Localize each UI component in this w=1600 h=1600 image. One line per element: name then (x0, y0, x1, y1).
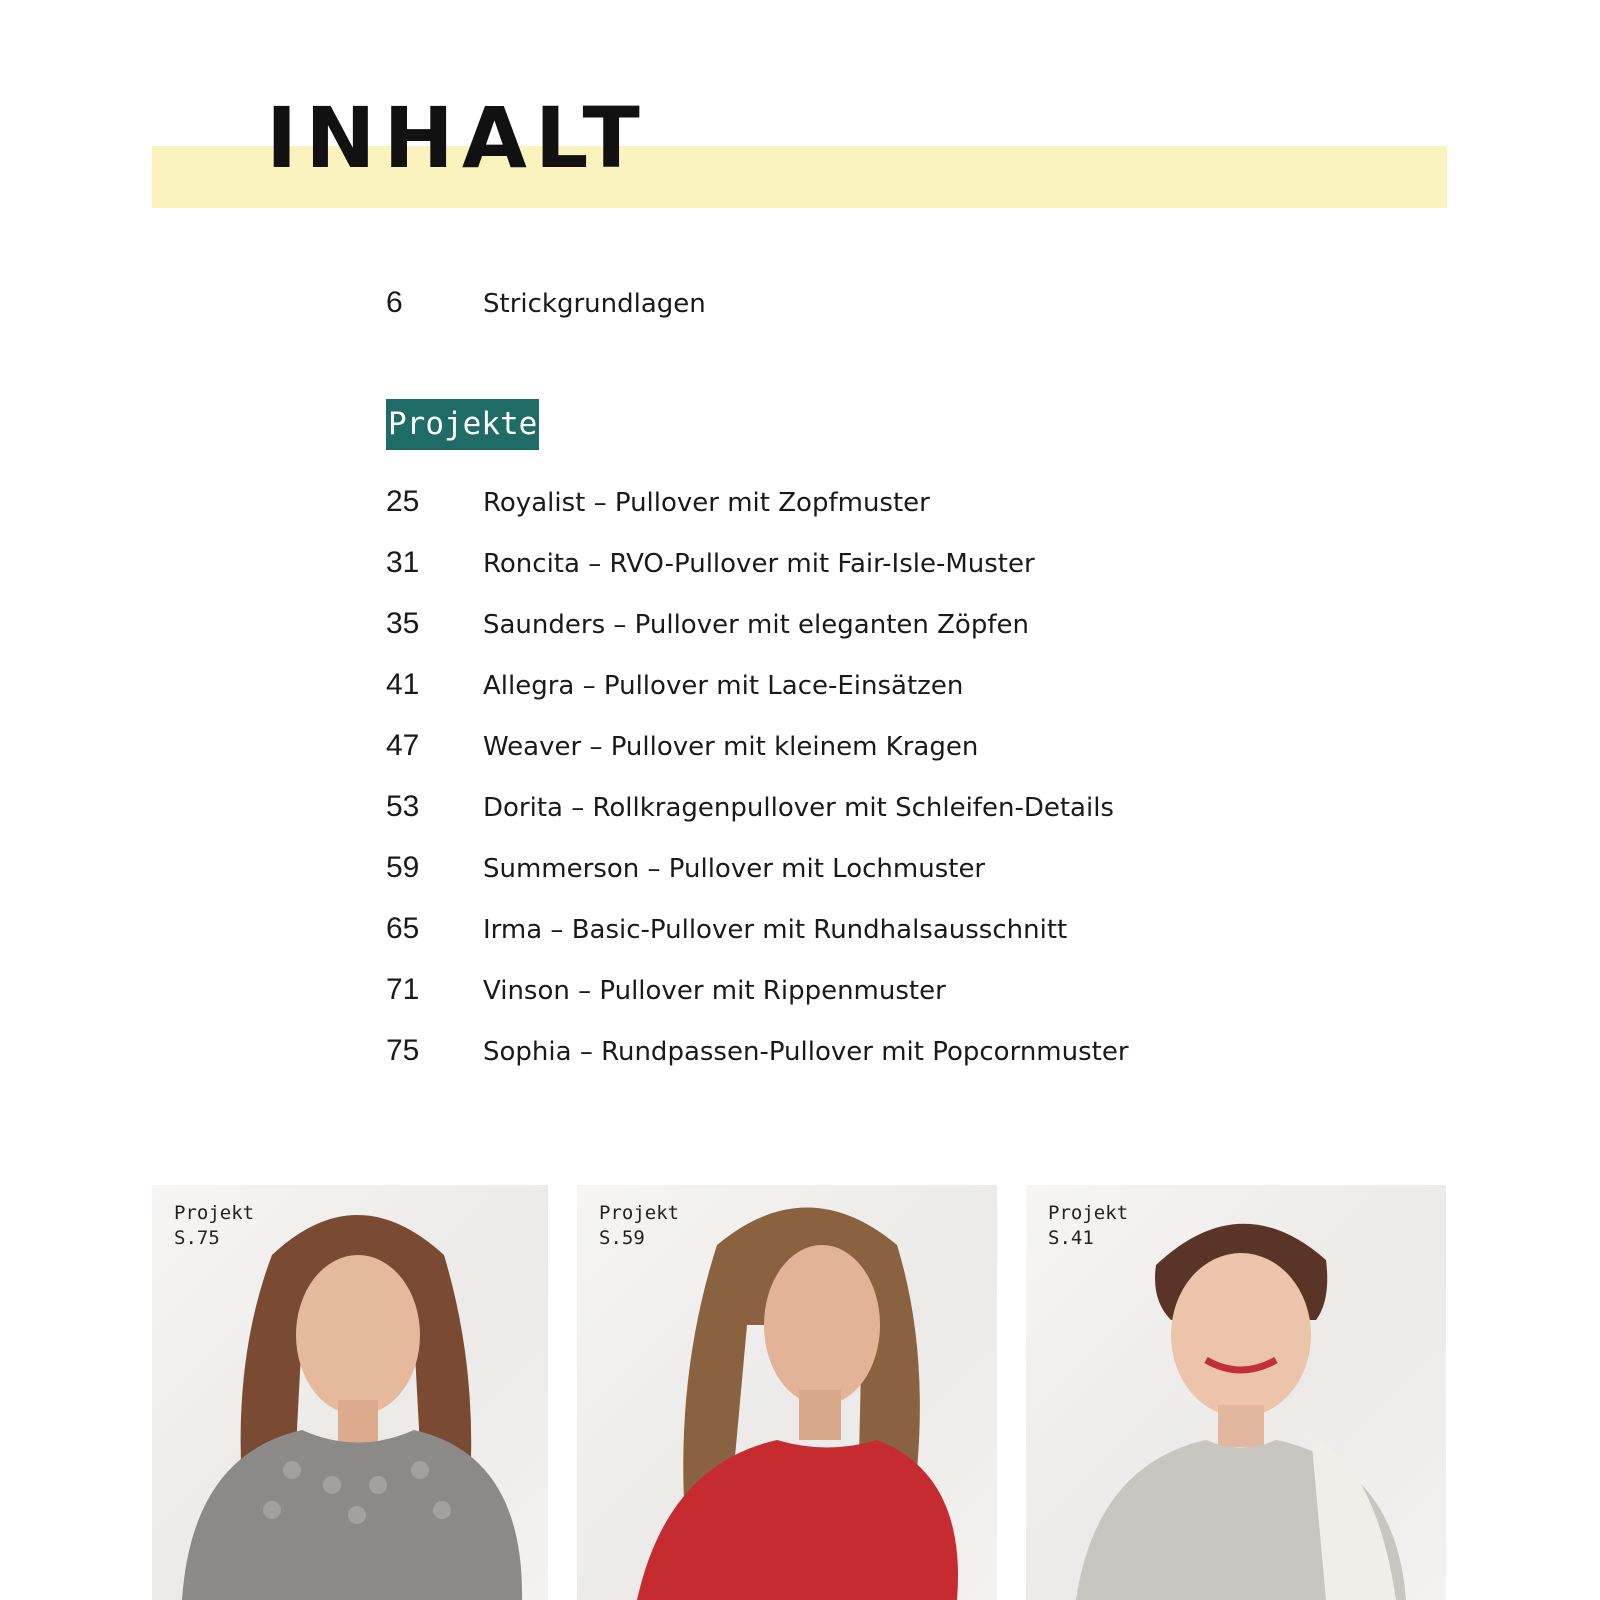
toc-page-number: 31 (386, 546, 420, 579)
toc-entry-intro[interactable] (386, 286, 706, 320)
toc-entry[interactable] (386, 729, 978, 763)
toc-entry[interactable] (386, 790, 1114, 824)
toc-page-number: 25 (386, 485, 420, 518)
toc-entry-title: Irma – Basic-Pullover mit Rundhalsausschnitt (483, 915, 1068, 945)
toc-entry-title: Weaver – Pullover mit kleinem Kragen (483, 732, 979, 762)
toc-entry[interactable] (386, 851, 985, 885)
toc-entry[interactable] (386, 546, 1035, 580)
toc-entry-title: Dorita – Rollkragenpullover mit Schleifen-Details (483, 793, 1114, 823)
photo-caption: Projekt S.75 (174, 1202, 255, 1249)
photo-caption: Projekt S.41 (1048, 1202, 1129, 1249)
toc-entry[interactable] (386, 912, 1067, 946)
toc-page-number: 75 (386, 1034, 420, 1067)
toc-page-number: 41 (386, 668, 420, 701)
toc-page-number: 71 (386, 973, 420, 1006)
photo-caption: Projekt S.59 (599, 1202, 680, 1249)
toc-entry-title: Royalist – Pullover mit Zopfmuster (483, 488, 930, 518)
toc-page-number: 6 (386, 286, 403, 319)
toc-page-number: 59 (386, 851, 420, 884)
toc-page-number: 35 (386, 607, 420, 640)
toc-entry[interactable] (386, 973, 946, 1007)
toc-entry-title: Allegra – Pullover mit Lace-Einsätzen (483, 671, 964, 701)
toc-page-number: 47 (386, 729, 420, 762)
toc-entry-title: Summerson – Pullover mit Lochmuster (483, 854, 986, 884)
toc-entry[interactable] (386, 607, 1029, 641)
toc-entry-title: Saunders – Pullover mit eleganten Zöpfen (483, 610, 1029, 640)
toc-entry-title: Sophia – Rundpassen-Pullover mit Popcornmuster (483, 1037, 1129, 1067)
toc-entry[interactable] (386, 485, 930, 519)
toc-entry[interactable] (386, 1034, 1129, 1068)
page-title: INHALT (266, 89, 648, 187)
toc-entry[interactable] (386, 668, 963, 702)
project-photo-summerson[interactable] (577, 1185, 997, 1600)
project-photo-sophia[interactable] (152, 1185, 548, 1600)
section-label-projekte: Projekte (386, 399, 539, 450)
toc-entry-title: Roncita – RVO-Pullover mit Fair-Isle-Muster (483, 549, 1035, 579)
toc-page-number: 65 (386, 912, 420, 945)
toc-entry-title: Vinson – Pullover mit Rippenmuster (483, 976, 946, 1006)
toc-entry-title: Strickgrundlagen (483, 289, 706, 319)
project-photo-allegra[interactable] (1026, 1185, 1446, 1600)
toc-page-number: 53 (386, 790, 420, 823)
